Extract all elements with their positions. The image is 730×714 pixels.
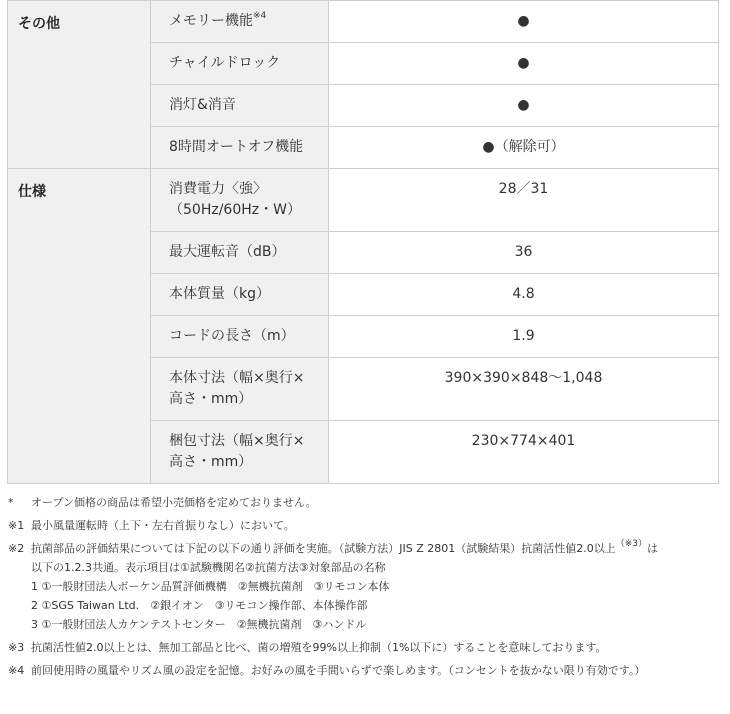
footnote-mark: ※3 <box>8 641 25 654</box>
row-value: 1.9 <box>329 316 719 358</box>
footnote-text: 抗菌活性値2.0以上とは、無加工部品と比べ、菌の増殖を99%以上抑制（1%以下に）することを意味しております。 <box>31 641 607 654</box>
category-spec: 仕様 <box>8 169 151 484</box>
label-line: 高さ・mm） <box>169 391 253 407</box>
footnote-text: 最小風量運転時（上下・左右首振りなし）において。 <box>31 519 295 532</box>
footnote-text: 前回使用時の風量やリズム風の設定を記憶。お好みの風を手間いらずで楽しめます。（コンセントを抜かない限り有効です。） <box>31 664 646 677</box>
footnote-line: 以下の1.2.3共通。表示項目は①試験機関名②抗菌方法③対象部品の名称 <box>31 561 386 574</box>
row-label: 消灯&消音 <box>151 85 329 127</box>
footnote-line <box>31 539 724 558</box>
footnote-text: は <box>647 542 659 555</box>
footnote-line: 2 ①SGS Taiwan Ltd. ②銀イオン ③リモコン操作部、本体操作部 <box>31 599 368 612</box>
spec-table <box>7 0 719 484</box>
row-value: 36 <box>329 232 719 274</box>
footnote-mark: ※2 <box>8 542 25 555</box>
label-line: （50Hz/60Hz・W） <box>169 202 301 218</box>
label-line: 梱包寸法（幅×奥行× <box>169 433 305 449</box>
footnote-ref: （※3） <box>615 539 648 549</box>
footnote-mark: * <box>8 496 14 509</box>
memory-function-label: メモリー機能 <box>169 13 253 29</box>
footnote-text: オープン価格の商品は希望小売価格を定めておりません。 <box>31 496 317 509</box>
label-line: 消費電力〈強〉 <box>169 181 267 197</box>
footnote-line: 1 ①一般財団法人ボーケン品質評価機構 ②無機抗菌剤 ③リモコン本体 <box>31 580 390 593</box>
table-row <box>8 169 719 232</box>
footnote-ref: ※4 <box>253 11 267 21</box>
footnote-body <box>8 539 724 634</box>
row-value: ● <box>329 85 719 127</box>
row-label <box>151 169 329 232</box>
row-value: 4.8 <box>329 274 719 316</box>
row-value: 28／31 <box>329 169 719 232</box>
row-label <box>151 1 329 43</box>
row-label: 8時間オートオフ機能 <box>151 127 329 169</box>
footnote-mark: ※1 <box>8 519 25 532</box>
footnotes <box>8 493 724 684</box>
footnote-text: 抗菌部品の評価結果については下記の以下の通り評価を実施。（試験方法）JIS Z 2801（試験結果）抗菌活性値2.0以上 <box>31 542 616 555</box>
footnote-4 <box>8 661 724 680</box>
footnote-1 <box>8 516 724 535</box>
row-label: コードの長さ（m） <box>151 316 329 358</box>
row-value: 390×390×848～1,048 <box>329 358 719 421</box>
row-value: ● <box>329 1 719 43</box>
row-label: 本体質量（kg） <box>151 274 329 316</box>
footnote-2 <box>8 539 724 634</box>
row-value: 230×774×401 <box>329 421 719 484</box>
footnote-mark: ※4 <box>8 664 25 677</box>
footnote-line: 3 ①一般財団法人カケンテストセンター ②無機抗菌剤 ③ハンドル <box>31 618 367 631</box>
row-label <box>151 358 329 421</box>
footnote-3 <box>8 638 724 657</box>
label-line: 本体寸法（幅×奥行× <box>169 370 305 386</box>
row-value: ●（解除可） <box>329 127 719 169</box>
row-label: チャイルドロック <box>151 43 329 85</box>
row-label <box>151 421 329 484</box>
label-line: 高さ・mm） <box>169 454 253 470</box>
row-label: 最大運転音（dB） <box>151 232 329 274</box>
row-value: ● <box>329 43 719 85</box>
footnote-open-price <box>8 493 724 512</box>
table-row <box>8 1 719 43</box>
category-other: その他 <box>8 1 151 169</box>
